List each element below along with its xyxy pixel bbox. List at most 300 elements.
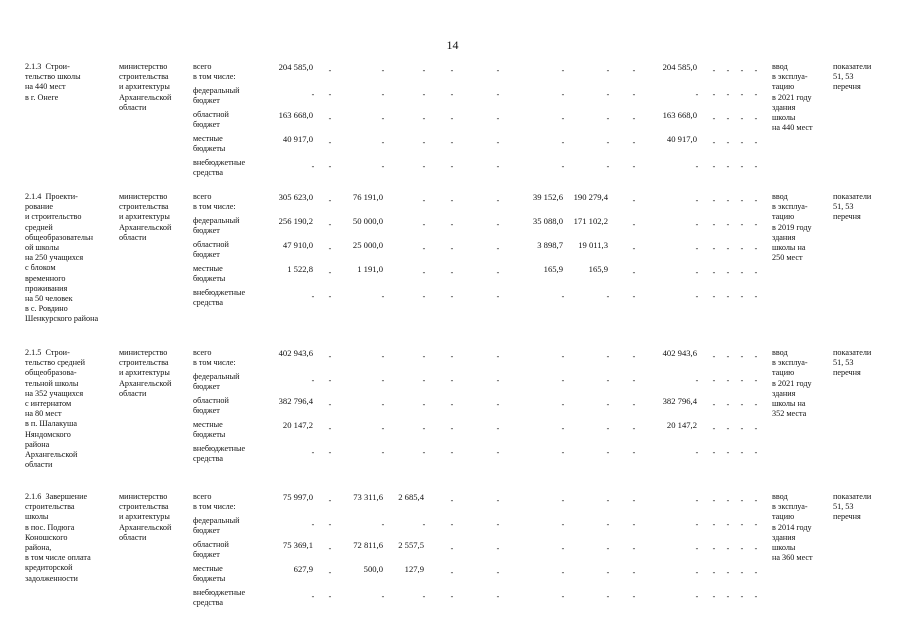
funding-value-empty: - xyxy=(754,496,758,505)
measure-title: 2.1.6 Завершение строительства школы в пос. Подюга Коношского района, в том числе оплата кредиторской задолженности xyxy=(25,492,91,583)
funding-value-empty: - xyxy=(422,138,426,147)
funding-value-empty: - xyxy=(422,352,426,361)
funding-value-empty: - xyxy=(422,196,426,205)
funding-value-empty: - xyxy=(450,520,454,529)
funding-value-empty: - xyxy=(695,496,699,505)
funding-value-empty: - xyxy=(311,292,315,301)
funding-value-empty: - xyxy=(561,520,565,529)
funding-value-empty: - xyxy=(561,424,565,433)
funding-value-empty: - xyxy=(311,448,315,457)
funding-value-empty: - xyxy=(695,448,699,457)
funding-source-label: всего в том числе: xyxy=(193,348,236,368)
funding-value-empty: - xyxy=(561,544,565,553)
funding-value-empty: - xyxy=(632,244,636,253)
funding-value: 40 917,0 xyxy=(282,134,313,144)
funding-source-label: местные бюджеты xyxy=(193,264,226,284)
funding-value-empty: - xyxy=(726,114,730,123)
funding-value-empty: - xyxy=(328,90,332,99)
funding-value: 165,9 xyxy=(588,264,608,274)
funding-value-empty: - xyxy=(328,196,332,205)
executor-name: министерство строительства и архитектуры Архангельской области xyxy=(119,192,172,242)
funding-value-empty: - xyxy=(311,162,315,171)
funding-value-empty: - xyxy=(632,592,636,601)
funding-value-empty: - xyxy=(726,496,730,505)
funding-value-empty: - xyxy=(712,114,716,123)
expected-result: ввод в эксплуа- тацию в 2021 году здания школы на 352 места xyxy=(772,348,812,419)
funding-value: 382 796,4 xyxy=(662,396,697,406)
expected-result: ввод в эксплуа- тацию в 2019 году здания школы на 250 мест xyxy=(772,192,812,263)
funding-value-empty: - xyxy=(450,114,454,123)
funding-value-empty: - xyxy=(740,400,744,409)
funding-value-empty: - xyxy=(422,268,426,277)
funding-value-empty: - xyxy=(328,244,332,253)
funding-value-empty: - xyxy=(632,544,636,553)
funding-value-empty: - xyxy=(606,496,610,505)
funding-value-empty: - xyxy=(561,400,565,409)
funding-value-empty: - xyxy=(328,352,332,361)
funding-value-empty: - xyxy=(695,162,699,171)
funding-value: 76 191,0 xyxy=(352,192,383,202)
funding-value-empty: - xyxy=(712,592,716,601)
funding-value-empty: - xyxy=(496,352,500,361)
funding-source-label: местные бюджеты xyxy=(193,134,226,154)
funding-value-empty: - xyxy=(740,220,744,229)
funding-value-empty: - xyxy=(496,268,500,277)
funding-value-empty: - xyxy=(754,66,758,75)
funding-value-empty: - xyxy=(606,292,610,301)
funding-value-empty: - xyxy=(754,352,758,361)
funding-value-empty: - xyxy=(606,114,610,123)
funding-value-empty: - xyxy=(726,592,730,601)
funding-value-empty: - xyxy=(381,114,385,123)
funding-value-empty: - xyxy=(496,138,500,147)
funding-value-empty: - xyxy=(606,162,610,171)
funding-value: 627,9 xyxy=(293,564,313,574)
executor-name: министерство строительства и архитектуры Архангельской области xyxy=(119,62,172,112)
funding-value-empty: - xyxy=(496,520,500,529)
funding-value-empty: - xyxy=(561,292,565,301)
funding-value-empty: - xyxy=(381,592,385,601)
page-number: 14 xyxy=(446,38,459,52)
funding-value: 40 917,0 xyxy=(666,134,697,144)
funding-value-empty: - xyxy=(712,520,716,529)
funding-value-empty: - xyxy=(726,220,730,229)
funding-value-empty: - xyxy=(740,138,744,147)
funding-value: 47 910,0 xyxy=(282,240,313,250)
funding-value-empty: - xyxy=(606,90,610,99)
funding-value-empty: - xyxy=(632,66,636,75)
funding-value-empty: - xyxy=(726,520,730,529)
funding-value-empty: - xyxy=(328,162,332,171)
funding-value-empty: - xyxy=(712,66,716,75)
funding-value-empty: - xyxy=(712,268,716,277)
funding-value: 20 147,2 xyxy=(282,420,313,430)
funding-value-empty: - xyxy=(450,400,454,409)
funding-value: 73 311,6 xyxy=(353,492,383,502)
funding-value-empty: - xyxy=(632,162,636,171)
funding-value-empty: - xyxy=(328,292,332,301)
funding-value: 204 585,0 xyxy=(278,62,313,72)
funding-value: 1 191,0 xyxy=(357,264,383,274)
funding-value-empty: - xyxy=(450,268,454,277)
funding-value-empty: - xyxy=(726,162,730,171)
target-indicators: показатели 51, 53 перечня xyxy=(833,492,872,522)
funding-value-empty: - xyxy=(754,520,758,529)
funding-value-empty: - xyxy=(496,66,500,75)
funding-value-empty: - xyxy=(450,424,454,433)
funding-value: 402 943,6 xyxy=(662,348,697,358)
funding-value-empty: - xyxy=(450,220,454,229)
funding-source-label: всего в том числе: xyxy=(193,192,236,212)
funding-value-empty: - xyxy=(695,244,699,253)
funding-source-label: федеральный бюджет xyxy=(193,86,240,106)
funding-value-empty: - xyxy=(381,90,385,99)
funding-value-empty: - xyxy=(726,66,730,75)
funding-value-empty: - xyxy=(496,592,500,601)
funding-value-empty: - xyxy=(422,400,426,409)
funding-value-empty: - xyxy=(726,448,730,457)
funding-value-empty: - xyxy=(740,268,744,277)
funding-value-empty: - xyxy=(712,196,716,205)
funding-value-empty: - xyxy=(632,352,636,361)
funding-value-empty: - xyxy=(496,196,500,205)
funding-value-empty: - xyxy=(726,544,730,553)
expected-result: ввод в эксплуа- тацию в 2021 году здания школы на 440 мест xyxy=(772,62,813,133)
funding-value-empty: - xyxy=(561,162,565,171)
funding-value-empty: - xyxy=(712,424,716,433)
funding-value-empty: - xyxy=(726,138,730,147)
funding-value-empty: - xyxy=(740,114,744,123)
funding-value-empty: - xyxy=(450,448,454,457)
funding-value-empty: - xyxy=(712,352,716,361)
funding-value-empty: - xyxy=(328,66,332,75)
funding-value-empty: - xyxy=(712,448,716,457)
funding-value-empty: - xyxy=(726,292,730,301)
funding-value-empty: - xyxy=(496,244,500,253)
funding-value-empty: - xyxy=(450,90,454,99)
funding-value-empty: - xyxy=(422,292,426,301)
funding-value-empty: - xyxy=(381,292,385,301)
funding-value: 2 685,4 xyxy=(398,492,424,502)
funding-value: 75 997,0 xyxy=(282,492,313,502)
target-indicators: показатели 51, 53 перечня xyxy=(833,348,872,378)
funding-source-label: всего в том числе: xyxy=(193,62,236,82)
funding-source-label: внебюджетные средства xyxy=(193,158,246,178)
funding-value-empty: - xyxy=(422,520,426,529)
funding-value-empty: - xyxy=(754,448,758,457)
funding-value-empty: - xyxy=(606,138,610,147)
funding-value: 190 279,4 xyxy=(573,192,608,202)
funding-value-empty: - xyxy=(754,196,758,205)
funding-value-empty: - xyxy=(632,400,636,409)
funding-value: 20 147,2 xyxy=(666,420,697,430)
funding-value-empty: - xyxy=(740,424,744,433)
funding-value-empty: - xyxy=(496,162,500,171)
funding-value-empty: - xyxy=(632,496,636,505)
funding-value-empty: - xyxy=(740,244,744,253)
funding-value-empty: - xyxy=(328,568,332,577)
funding-value-empty: - xyxy=(561,496,565,505)
funding-value-empty: - xyxy=(695,220,699,229)
funding-value-empty: - xyxy=(328,592,332,601)
funding-value-empty: - xyxy=(496,90,500,99)
funding-value: 500,0 xyxy=(363,564,383,574)
funding-source-label: местные бюджеты xyxy=(193,564,226,584)
funding-value-empty: - xyxy=(695,292,699,301)
funding-value-empty: - xyxy=(450,244,454,253)
funding-value: 204 585,0 xyxy=(662,62,697,72)
funding-value-empty: - xyxy=(632,376,636,385)
funding-value-empty: - xyxy=(632,424,636,433)
funding-value-empty: - xyxy=(632,268,636,277)
funding-value-empty: - xyxy=(450,376,454,385)
funding-value-empty: - xyxy=(726,424,730,433)
funding-source-label: областной бюджет xyxy=(193,396,229,416)
funding-value-empty: - xyxy=(450,196,454,205)
funding-value-empty: - xyxy=(632,292,636,301)
funding-value-empty: - xyxy=(311,376,315,385)
funding-value-empty: - xyxy=(740,162,744,171)
funding-value-empty: - xyxy=(561,448,565,457)
funding-source-label: областной бюджет xyxy=(193,110,229,130)
funding-value-empty: - xyxy=(450,592,454,601)
funding-value-empty: - xyxy=(328,268,332,277)
funding-value-empty: - xyxy=(712,90,716,99)
funding-value-empty: - xyxy=(381,520,385,529)
funding-value-empty: - xyxy=(754,292,758,301)
funding-value: 171 102,2 xyxy=(573,216,608,226)
funding-value-empty: - xyxy=(606,376,610,385)
funding-value-empty: - xyxy=(496,544,500,553)
funding-value-empty: - xyxy=(712,162,716,171)
funding-value-empty: - xyxy=(606,568,610,577)
funding-value-empty: - xyxy=(726,268,730,277)
funding-value: 2 557,5 xyxy=(398,540,424,550)
funding-value-empty: - xyxy=(381,352,385,361)
funding-source-label: внебюджетные средства xyxy=(193,444,246,464)
funding-value-empty: - xyxy=(632,196,636,205)
funding-value-empty: - xyxy=(726,352,730,361)
funding-value-empty: - xyxy=(712,544,716,553)
funding-value-empty: - xyxy=(561,138,565,147)
funding-value: 165,9 xyxy=(543,264,563,274)
funding-value: 256 190,2 xyxy=(278,216,313,226)
funding-value-empty: - xyxy=(632,448,636,457)
funding-value: 50 000,0 xyxy=(352,216,383,226)
funding-value-empty: - xyxy=(712,138,716,147)
funding-value-empty: - xyxy=(381,400,385,409)
funding-value: 39 152,6 xyxy=(532,192,563,202)
funding-value: 305 623,0 xyxy=(278,192,313,202)
funding-value-empty: - xyxy=(754,114,758,123)
funding-value-empty: - xyxy=(606,448,610,457)
expected-result: ввод в эксплуа- тацию в 2014 году здания школы на 360 мест xyxy=(772,492,813,563)
funding-value-empty: - xyxy=(561,376,565,385)
funding-value: 19 011,3 xyxy=(578,240,608,250)
funding-value-empty: - xyxy=(561,352,565,361)
funding-value-empty: - xyxy=(606,592,610,601)
funding-source-label: федеральный бюджет xyxy=(193,372,240,392)
funding-value-empty: - xyxy=(754,376,758,385)
funding-value-empty: - xyxy=(450,352,454,361)
funding-value-empty: - xyxy=(632,220,636,229)
funding-value-empty: - xyxy=(740,496,744,505)
funding-value-empty: - xyxy=(422,424,426,433)
funding-value-empty: - xyxy=(496,220,500,229)
funding-value-empty: - xyxy=(695,268,699,277)
funding-value-empty: - xyxy=(632,520,636,529)
funding-value-empty: - xyxy=(422,376,426,385)
funding-value-empty: - xyxy=(695,544,699,553)
funding-value-empty: - xyxy=(754,544,758,553)
funding-value-empty: - xyxy=(754,268,758,277)
funding-value-empty: - xyxy=(328,220,332,229)
funding-value-empty: - xyxy=(422,592,426,601)
funding-value-empty: - xyxy=(740,520,744,529)
funding-value-empty: - xyxy=(561,592,565,601)
funding-value-empty: - xyxy=(561,66,565,75)
funding-value-empty: - xyxy=(740,196,744,205)
funding-value-empty: - xyxy=(606,400,610,409)
funding-value-empty: - xyxy=(606,352,610,361)
funding-value-empty: - xyxy=(381,448,385,457)
funding-value-empty: - xyxy=(740,544,744,553)
funding-value-empty: - xyxy=(561,90,565,99)
funding-value-empty: - xyxy=(754,138,758,147)
funding-value-empty: - xyxy=(328,496,332,505)
funding-value-empty: - xyxy=(754,424,758,433)
funding-value-empty: - xyxy=(712,292,716,301)
funding-source-label: областной бюджет xyxy=(193,240,229,260)
funding-value-empty: - xyxy=(561,568,565,577)
funding-value-empty: - xyxy=(422,114,426,123)
funding-value-empty: - xyxy=(754,568,758,577)
funding-value: 1 522,8 xyxy=(287,264,313,274)
funding-value-empty: - xyxy=(740,592,744,601)
funding-value-empty: - xyxy=(632,138,636,147)
funding-value-empty: - xyxy=(726,196,730,205)
funding-value-empty: - xyxy=(712,220,716,229)
funding-value-empty: - xyxy=(712,244,716,253)
funding-value-empty: - xyxy=(754,592,758,601)
funding-value-empty: - xyxy=(726,244,730,253)
funding-value: 25 000,0 xyxy=(352,240,383,250)
funding-value-empty: - xyxy=(561,114,565,123)
funding-value-empty: - xyxy=(695,90,699,99)
funding-value-empty: - xyxy=(606,424,610,433)
funding-value-empty: - xyxy=(450,162,454,171)
funding-source-label: федеральный бюджет xyxy=(193,516,240,536)
funding-value-empty: - xyxy=(712,496,716,505)
funding-value-empty: - xyxy=(496,376,500,385)
funding-value-empty: - xyxy=(754,244,758,253)
funding-value: 75 369,1 xyxy=(282,540,313,550)
funding-value-empty: - xyxy=(726,400,730,409)
funding-value-empty: - xyxy=(328,520,332,529)
funding-value: 3 898,7 xyxy=(537,240,563,250)
funding-value: 402 943,6 xyxy=(278,348,313,358)
funding-value-empty: - xyxy=(496,496,500,505)
funding-value-empty: - xyxy=(740,448,744,457)
funding-value-empty: - xyxy=(695,592,699,601)
funding-value-empty: - xyxy=(695,376,699,385)
funding-value-empty: - xyxy=(712,376,716,385)
funding-value-empty: - xyxy=(450,292,454,301)
funding-value-empty: - xyxy=(328,448,332,457)
funding-value-empty: - xyxy=(496,292,500,301)
funding-value-empty: - xyxy=(450,66,454,75)
funding-source-label: всего в том числе: xyxy=(193,492,236,512)
funding-value-empty: - xyxy=(740,292,744,301)
funding-value-empty: - xyxy=(328,376,332,385)
funding-value-empty: - xyxy=(754,220,758,229)
funding-value-empty: - xyxy=(740,66,744,75)
funding-value-empty: - xyxy=(740,90,744,99)
funding-value-empty: - xyxy=(496,568,500,577)
funding-value-empty: - xyxy=(422,448,426,457)
funding-value-empty: - xyxy=(328,138,332,147)
funding-value-empty: - xyxy=(496,448,500,457)
funding-value-empty: - xyxy=(381,424,385,433)
funding-source-label: внебюджетные средства xyxy=(193,588,246,608)
funding-value-empty: - xyxy=(381,376,385,385)
funding-value: 35 088,0 xyxy=(532,216,563,226)
funding-value: 127,9 xyxy=(404,564,424,574)
funding-value-empty: - xyxy=(740,568,744,577)
funding-source-label: областной бюджет xyxy=(193,540,229,560)
funding-value-empty: - xyxy=(726,568,730,577)
funding-value-empty: - xyxy=(754,162,758,171)
measure-title: 2.1.5 Строи- тельство средней общеобразова- тельной школы на 352 учащихся с интернатом на 80 мест в п. Шалакуша Няндомского района Архангельской области xyxy=(25,348,86,470)
funding-value-empty: - xyxy=(328,114,332,123)
funding-value-empty: - xyxy=(422,244,426,253)
executor-name: министерство строительства и архитектуры Архангельской области xyxy=(119,348,172,398)
funding-value-empty: - xyxy=(328,544,332,553)
funding-value: 382 796,4 xyxy=(278,396,313,406)
target-indicators: показатели 51, 53 перечня xyxy=(833,192,872,222)
funding-value-empty: - xyxy=(311,520,315,529)
funding-value-empty: - xyxy=(606,520,610,529)
funding-value-empty: - xyxy=(450,544,454,553)
funding-value: 163 668,0 xyxy=(278,110,313,120)
executor-name: министерство строительства и архитектуры Архангельской области xyxy=(119,492,172,542)
funding-source-label: федеральный бюджет xyxy=(193,216,240,236)
funding-value-empty: - xyxy=(754,90,758,99)
funding-value-empty: - xyxy=(606,544,610,553)
funding-value-empty: - xyxy=(450,496,454,505)
funding-source-label: внебюджетные средства xyxy=(193,288,246,308)
funding-value-empty: - xyxy=(422,90,426,99)
funding-source-label: местные бюджеты xyxy=(193,420,226,440)
funding-value-empty: - xyxy=(740,376,744,385)
funding-value-empty: - xyxy=(712,400,716,409)
funding-value-empty: - xyxy=(695,568,699,577)
funding-value-empty: - xyxy=(754,400,758,409)
funding-value-empty: - xyxy=(712,568,716,577)
funding-value-empty: - xyxy=(496,424,500,433)
funding-value-empty: - xyxy=(381,162,385,171)
funding-value-empty: - xyxy=(695,196,699,205)
funding-value-empty: - xyxy=(496,114,500,123)
funding-value-empty: - xyxy=(311,90,315,99)
funding-value: 163 668,0 xyxy=(662,110,697,120)
funding-value-empty: - xyxy=(606,66,610,75)
measure-title: 2.1.4 Проекти- рование и строительство средней общеобразовательн ой школы на 250 учащихся с блоком временного проживания на 50 человек в с. Ровдино Шенкурского района xyxy=(25,192,99,324)
funding-value-empty: - xyxy=(311,592,315,601)
target-indicators: показатели 51, 53 перечня xyxy=(833,62,872,92)
funding-value-empty: - xyxy=(632,114,636,123)
funding-value-empty: - xyxy=(422,66,426,75)
